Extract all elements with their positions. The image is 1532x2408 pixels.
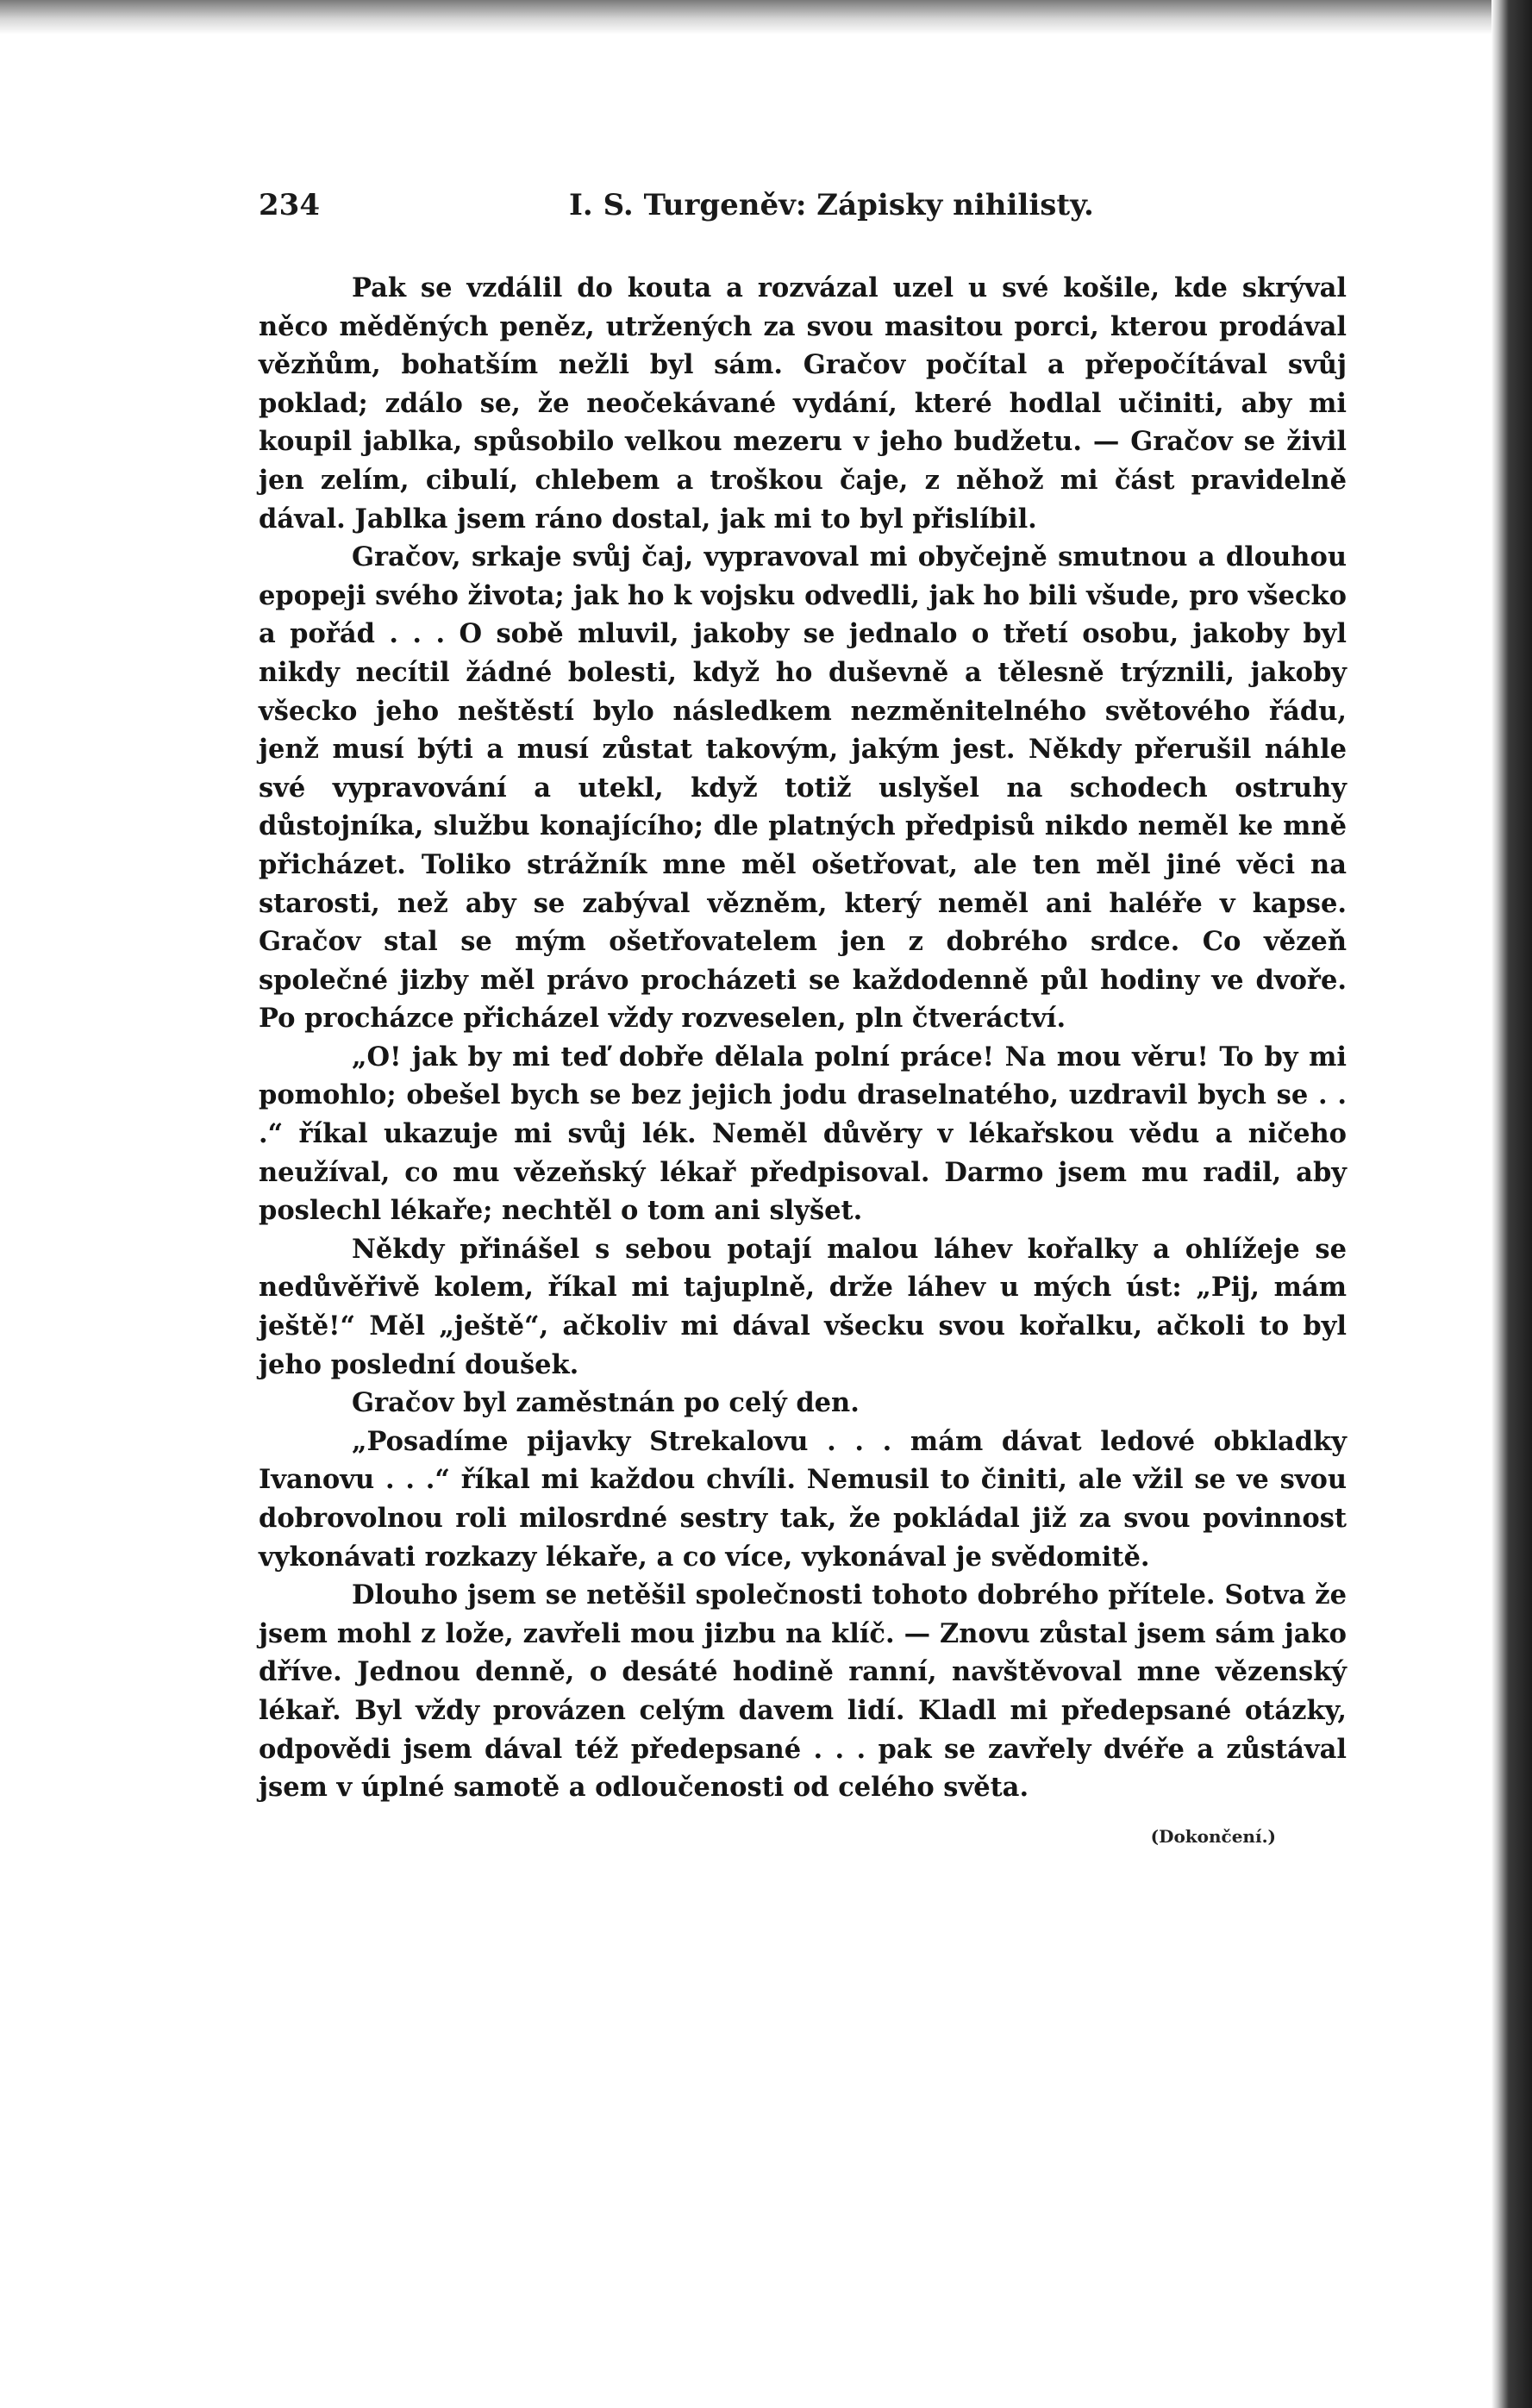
paragraph-1: Pak se vzdálil do kouta a rozvázal uzel u své košile, kde skrýval něco měděných peněz, utržených za svou masitou porci, kterou prodával vězňům, bohatším nežli byl sám. Gračov počítal a přepočítával svůj poklad; zdálo se, že neočekávané vydání, které hodlal učiniti, aby mi koupil jablka, spůsobilo velkou mezeru v jeho budžetu. — Gračov se živil jen zelím, cibulí, chlebem a troškou čaje, z něhož mi část pravidelně dával. Jablka jsem ráno dostal, jak mi to byl přislíbil.	[259, 272, 1347, 535]
continuation-note: (Dokončení.)	[1150, 1826, 1276, 1847]
paragraph-2: Gračov, srkaje svůj čaj, vypravoval mi obyčejně smutnou a dlouhou epopeji svého života; jak ho k vojsku odvedli, jak ho bili všude, pro všecko a pořád . . . O sobě mluvil, jakoby se jednalo o třetí osobu, jakoby byl nikdy necítil žádné bolesti, když ho duševně a tělesně trýznili, jakoby všecko jeho neštěstí bylo následkem nezměnitelného světového řádu, jenž musí býti a musí zůstat takovým, jakým jest. Někdy přerušil náhle své vypravování a utekl, když totiž uslyšel na schodech ostruhy důstojníka, službu konajícího; dle platných předpisů nikdo neměl ke mně přicházet. Toliko strážník mne měl ošetřovat, ale ten měl jiné věci na starosti, než aby se zabýval vězněm, který neměl ani haléře v kapse. Gračov stal se mým ošetřovatelem jen z dobrého srdce. Co vězeň společné jizby měl právo procházeti se každodenně půl hodiny ve dvoře. Po procházce přicházel vždy rozveselen, pln čtveráctví.	[259, 541, 1347, 1035]
paragraph-6: „Posadíme pijavky Strekalovu . . . mám dávat ledové obkladky Ivanovu . . .“ říkal mi každou chvíli. Nemusil to činiti, ale vžil se ve svou dobrovolnou roli milosrdné sestry tak, že pokládal již za svou povinnost vykonávati rozkazy lékaře, a co více, vykonával je svědomitě.	[259, 1425, 1347, 1573]
paragraph-7: Dlouho jsem se netěšil společnosti tohoto dobrého přítele. Sotva že jsem mohl z lože, zavřeli mou jizbu na klíč. — Znovu zůstal jsem sám jako dříve. Jednou denně, o desáté hodině ranní, navštěvoval mne vězenský lékař. Byl vždy provázen celým davem lidí. Kladl mi předepsané otázky, odpovědi jsem dával též předepsané . . . pak se zavřely dvéře a zůstával jsem v úplné samotě a odloučenosti od celého světa.	[259, 1579, 1347, 1804]
running-title: I. S. Turgeněv: Zápisky nihilisty.	[569, 188, 1094, 222]
paragraph-4: Někdy přinášel s sebou potají malou láhev kořalky a ohlížeje se nedůvěřivě kolem, říkal mi tajuplně, drže láhev u mých úst: „Pij, mám ještě!“ Měl „ještě“, ačkoliv mi dával všecku svou kořalku, ačkoli to byl jeho poslední doušek.	[259, 1233, 1347, 1380]
paragraph-5: Gračov byl zaměstnán po celý den.	[352, 1387, 860, 1419]
scan-right-edge	[1491, 0, 1532, 2408]
paragraph-3: „O! jak by mi teď dobře dělala polní práce! Na mou věru! To by mi pomohlo; obešel bych se bez jejich jodu draselnatého, uzdravil bych se . . .“ říkal ukazuje mi svůj lék. Neměl důvěry v lékařskou vědu a ničeho neužíval, co mu vězeňský lékař předpisoval. Darmo jsem mu radil, aby poslechl lékaře; nechtěl o tom ani slyšet.	[259, 1041, 1347, 1227]
body-text	[259, 269, 1347, 1807]
page-number: 234	[259, 188, 320, 222]
running-head	[259, 188, 1362, 229]
